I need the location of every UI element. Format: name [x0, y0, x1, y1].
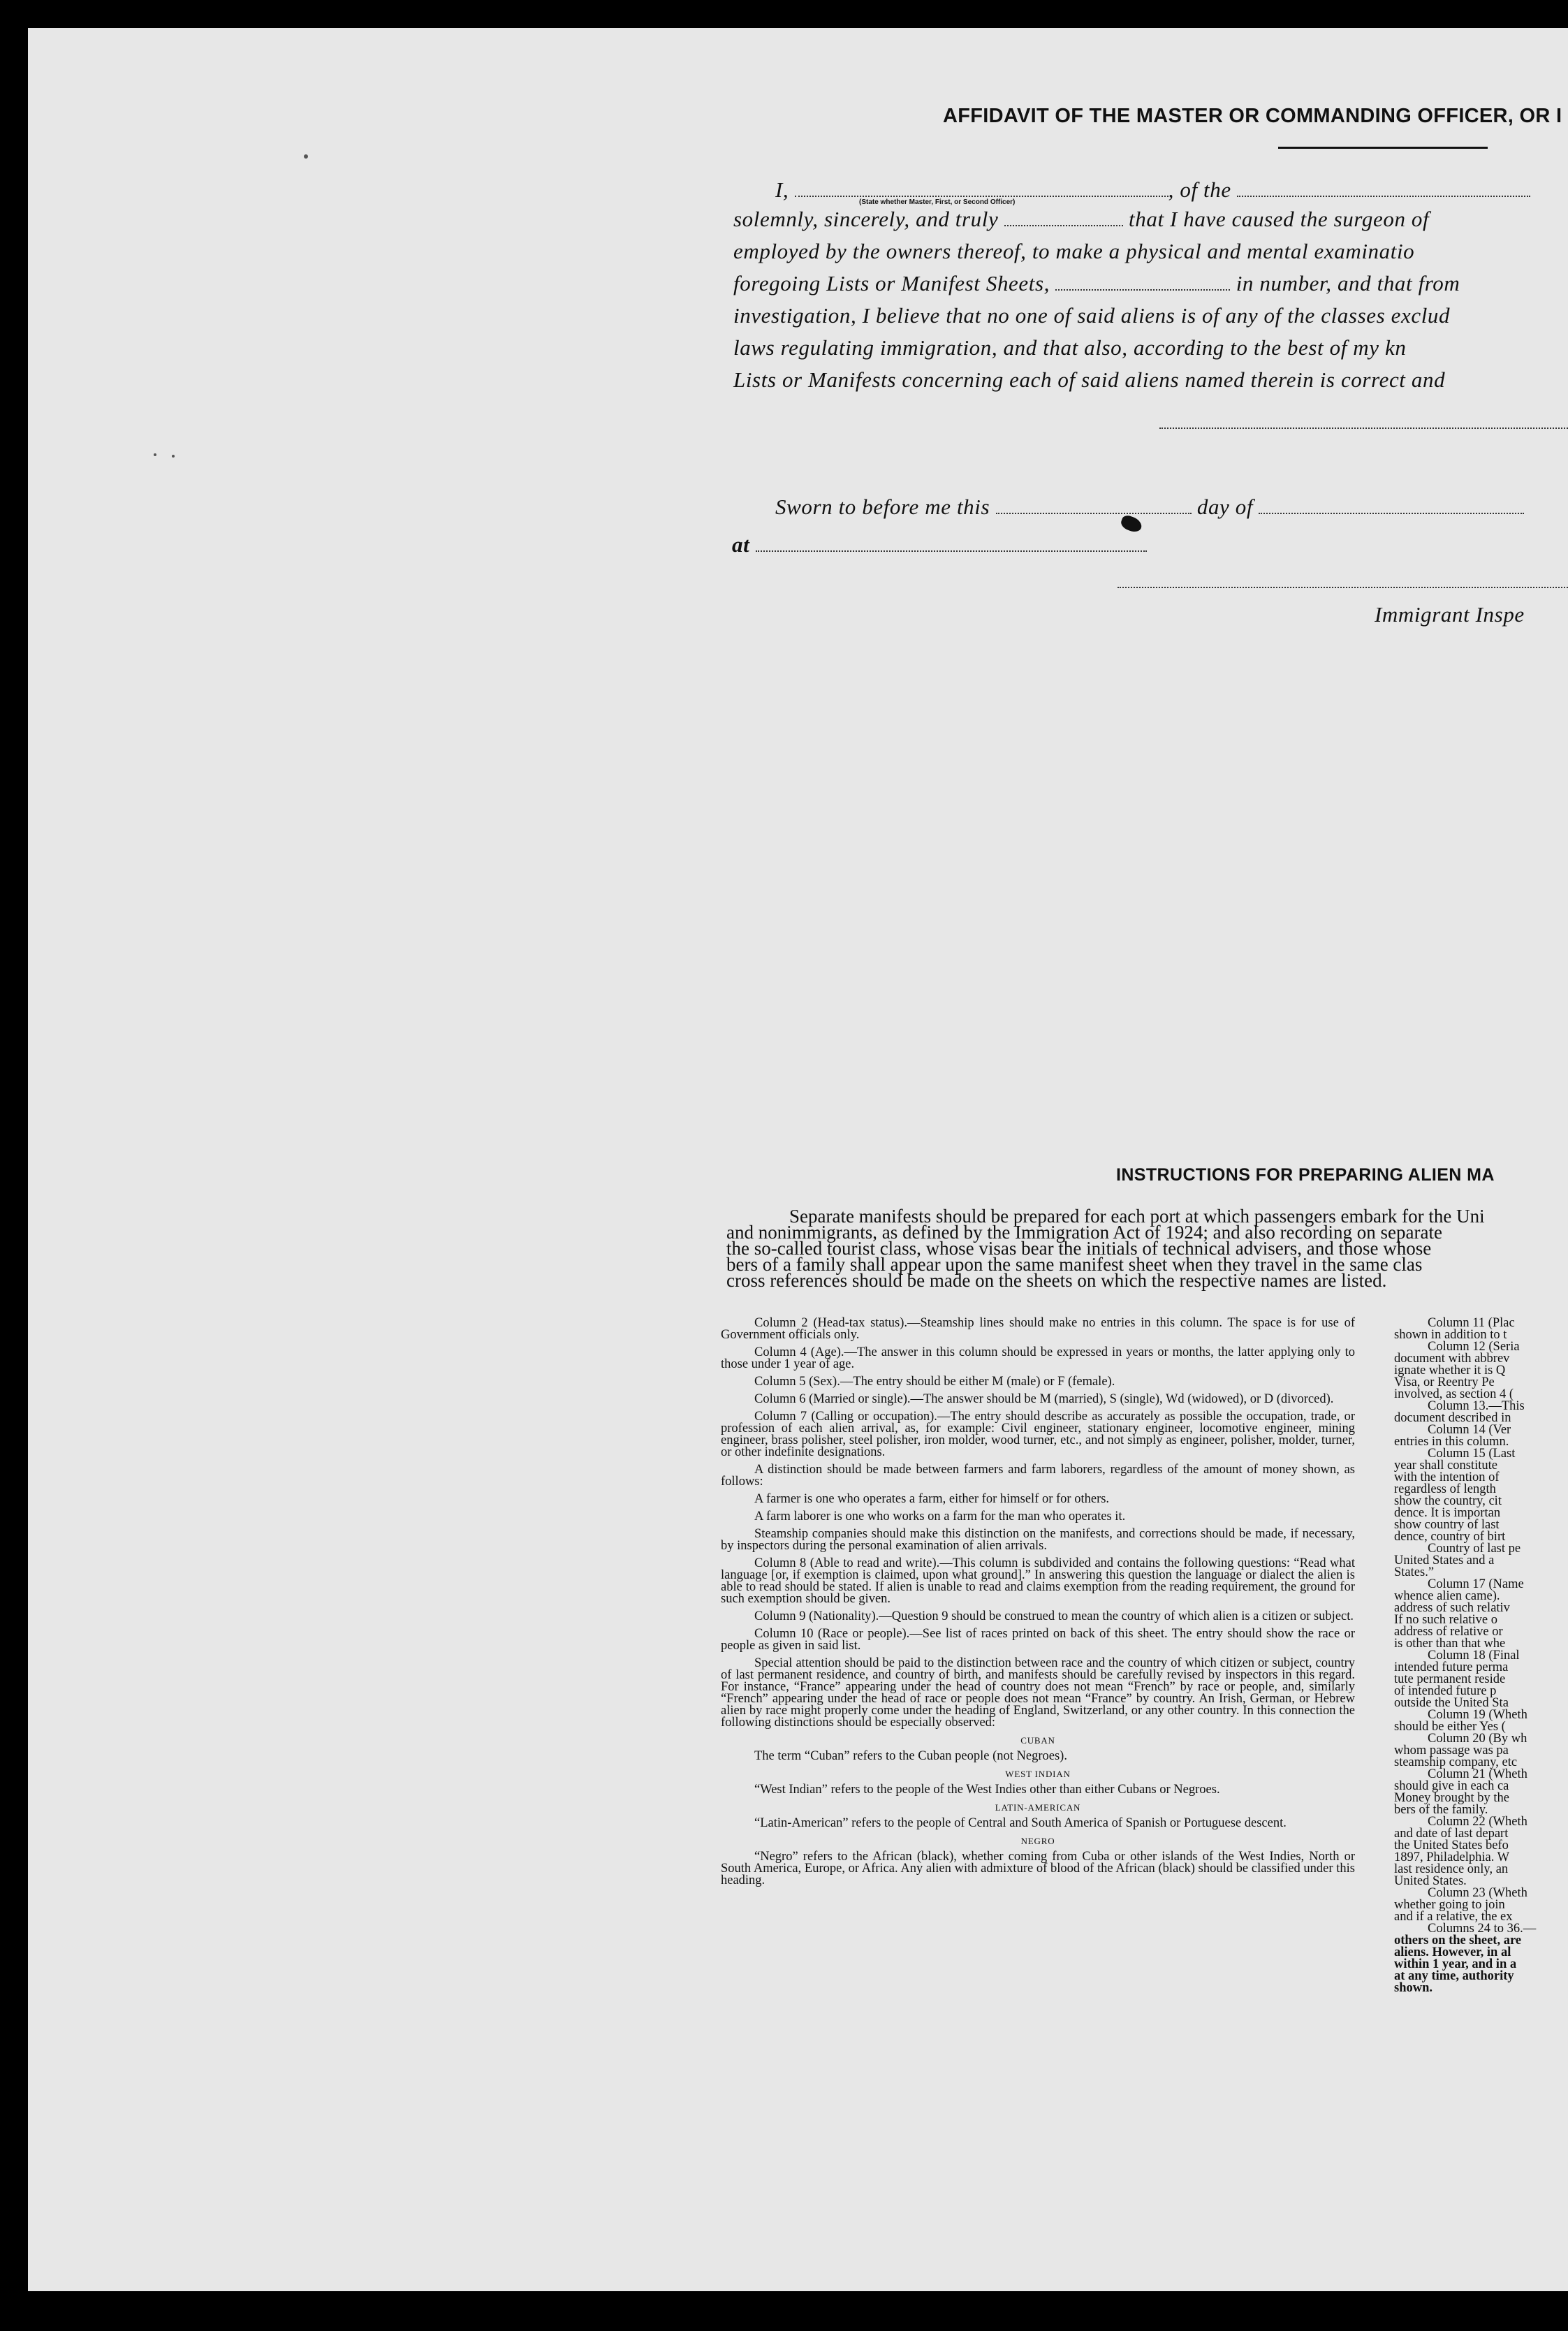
- instruction-line: Column 12 (Seria: [1428, 1340, 1520, 1354]
- instruction-line: Column 19 (Wheth: [1428, 1708, 1527, 1722]
- place-blank[interactable]: [756, 535, 1147, 552]
- affidavit-text: I,: [775, 177, 789, 202]
- instruction-line: document described in: [1394, 1411, 1511, 1425]
- instruction-line: address of relative or: [1394, 1625, 1503, 1639]
- instruction-line: If no such relative o: [1394, 1613, 1497, 1627]
- instruction-line: 1897, Philadelphia. W: [1394, 1850, 1510, 1864]
- instruction-line: Column 17 (Name: [1428, 1577, 1524, 1591]
- affidavit-line-2: [733, 207, 1429, 232]
- instruction-line: Column 20 (By wh: [1428, 1732, 1527, 1746]
- instruction-line: outside the United Sta: [1394, 1696, 1509, 1710]
- instruction-paragraph: A farm laborer is one who works on a farm for the man who operates it.: [754, 1510, 1126, 1523]
- rank-blank[interactable]: [795, 180, 1168, 197]
- at-line: [732, 532, 1147, 557]
- oath-blank[interactable]: [1004, 210, 1123, 226]
- instruction-paragraph: The term “Cuban” refers to the Cuban people (not Negroes).: [754, 1749, 1067, 1763]
- at-label: at: [732, 532, 750, 557]
- instruction-paragraph: A distinction should be made between farmers and farm laborers, regardless of the amount of money shown, as follows:: [721, 1463, 1355, 1489]
- instruction-line: should be either Yes (: [1394, 1720, 1506, 1734]
- instruction-paragraph: “Latin-American” refers to the people of Central and South America of Spanish or Portuguese descent.: [754, 1816, 1287, 1830]
- instruction-line: dence, country of birt: [1394, 1530, 1506, 1544]
- instruction-paragraph: Column 8 (Able to read and write).—This column is subdivided and contains the following questions: “Read what language [or, if exemption is claimed, upon what ground].” In answering this question the language or dialect the alien is able to read should be stated. If alien is unable to read and claims exemption from the reading requirement, the ground for such exemption should be given.: [721, 1556, 1355, 1606]
- instructions-right-column: [1394, 1317, 1568, 1994]
- instruction-line: document with abbrev: [1394, 1352, 1510, 1366]
- month-blank[interactable]: [1259, 497, 1524, 514]
- document-page: [28, 28, 1568, 2291]
- instruction-line: address of such relativ: [1394, 1601, 1510, 1615]
- sworn-text: Sworn to before me this: [775, 495, 990, 519]
- vessel-blank[interactable]: [1237, 180, 1530, 197]
- instruction-line: Column 14 (Ver: [1428, 1423, 1511, 1437]
- instruction-line: show the country, cit: [1394, 1494, 1502, 1508]
- instruction-line: others on the sheet, are: [1394, 1934, 1522, 1948]
- affidavit-text: laws regulating immigration, and that also, according to the best of my kn: [733, 335, 1407, 360]
- instruction-line: Column 11 (Plac: [1428, 1316, 1515, 1330]
- master-signature-line[interactable]: [1159, 428, 1568, 429]
- instruction-paragraph: A farmer is one who operates a farm, either for himself or for others.: [754, 1492, 1110, 1506]
- instruction-line: year shall constitute: [1394, 1459, 1497, 1473]
- day-blank[interactable]: [996, 497, 1192, 514]
- instruction-line: Column 21 (Wheth: [1428, 1767, 1527, 1781]
- instruction-line: involved, as section 4 (: [1394, 1387, 1514, 1401]
- instructions-left-column: [721, 1317, 1355, 1892]
- instruction-line: ignate whether it is Q: [1394, 1364, 1506, 1378]
- affidavit-line-5: [733, 303, 1450, 328]
- instruction-line: intended future perma: [1394, 1660, 1509, 1674]
- instruction-subheading: CUBAN: [1020, 1735, 1055, 1746]
- instruction-paragraph: Column 10 (Race or people).—See list of races printed on back of this sheet. The entry should show the race or people as given in said list.: [721, 1627, 1355, 1653]
- instruction-paragraph: Column 7 (Calling or occupation).—The entry should describe as accurately as possible the occupation, trade, or profession of each alien arrival, as, for example: Civil engineer, stationary engineer, locomotive engineer, mining engineer, brass polisher, steel polisher, iron molder, wood turner, etc., and not simply as engineer, polisher, molder, turner, or other indefinite designations.: [721, 1410, 1355, 1459]
- instruction-line: dence. It is importan: [1394, 1506, 1501, 1520]
- instruction-line: United States and a: [1394, 1554, 1495, 1568]
- instruction-line: within 1 year, and in a: [1394, 1957, 1517, 1971]
- affidavit-text: , of the: [1168, 177, 1231, 202]
- instruction-line: the United States befo: [1394, 1839, 1509, 1853]
- affidavit-text: investigation, I believe that no one of said aliens is of any of the classes exclud: [733, 303, 1451, 328]
- instruction-paragraph: Column 4 (Age).—The answer in this column should be expressed in years or months, the latter applying only to those under 1 year of age.: [721, 1345, 1355, 1371]
- intro-line: cross references should be made on the sheets on which the respective names are listed.: [726, 1270, 1387, 1291]
- rank-note: (State whether Master, First, or Second Officer): [859, 198, 1016, 206]
- instruction-line: Column 15 (Last: [1428, 1447, 1516, 1461]
- affidavit-line-7: [733, 367, 1445, 393]
- affidavit-text: in number, and that from: [1236, 271, 1460, 295]
- instruction-paragraph: “West Indian” refers to the people of the West Indies other than either Cubans or Negroes.: [754, 1783, 1220, 1797]
- affidavit-line-6: [733, 335, 1406, 360]
- intro-line: the so-called tourist class, whose visas bear the initials of technical advisers, and those whose: [726, 1238, 1432, 1259]
- instruction-line: Money brought by the: [1394, 1791, 1509, 1805]
- instruction-line: States.”: [1394, 1565, 1435, 1579]
- instruction-paragraph: Column 9 (Nationality).—Question 9 should be construed to mean the country of which alien is a citizen or subject.: [754, 1609, 1354, 1623]
- instruction-line: regardless of length: [1394, 1482, 1496, 1496]
- sworn-line: [775, 495, 1524, 520]
- instruction-line: Country of last pe: [1428, 1542, 1521, 1556]
- inspector-signature-line[interactable]: [1118, 587, 1568, 588]
- instruction-subheading: NEGRO: [1020, 1836, 1055, 1846]
- affidavit-line-4: [733, 271, 1460, 296]
- instruction-line: shown.: [1394, 1981, 1433, 1995]
- instruction-line: is other than that whe: [1394, 1637, 1506, 1651]
- instruction-paragraph: Column 5 (Sex).—The entry should be either M (male) or F (female).: [754, 1375, 1115, 1389]
- instruction-line: show country of last: [1394, 1518, 1500, 1532]
- instruction-line: United States.: [1394, 1874, 1467, 1888]
- instruction-line: Column 13.—This: [1428, 1399, 1525, 1413]
- instruction-subheading: WEST INDIAN: [1005, 1769, 1071, 1779]
- speck: [172, 455, 175, 458]
- intro-line: bers of a family shall appear upon the same manifest sheet when they travel in the same clas: [726, 1254, 1423, 1275]
- instruction-line: Visa, or Reentry Pe: [1394, 1375, 1495, 1389]
- instruction-line: steamship company, etc: [1394, 1755, 1518, 1769]
- instructions-title: INSTRUCTIONS FOR PREPARING ALIEN MA: [1116, 1165, 1495, 1185]
- instruction-line: at any time, authority: [1394, 1969, 1514, 1983]
- instruction-line: with the intention of: [1394, 1470, 1500, 1484]
- instruction-line: whether going to join: [1394, 1898, 1505, 1912]
- instruction-line: and if a relative, the ex: [1394, 1910, 1513, 1924]
- instruction-subheading: LATIN-AMERICAN: [995, 1802, 1081, 1813]
- instruction-line: Columns 24 to 36.—: [1428, 1922, 1537, 1936]
- instruction-paragraph: “Negro” refers to the African (black), whether coming from Cuba or other islands of the West Indies, North or South America, Europe, or Africa. Any alien with admixture of blood of the African (black) should be classified under this heading.: [721, 1850, 1355, 1887]
- instructions-intro: [726, 1208, 1568, 1289]
- affidavit-text: that I have caused the surgeon of: [1129, 207, 1430, 231]
- affidavit-text: employed by the owners thereof, to make a physical and mental examinatio: [733, 239, 1415, 263]
- instruction-line: tute permanent reside: [1394, 1672, 1506, 1686]
- sheet-count-blank[interactable]: [1055, 274, 1230, 291]
- instruction-line: aliens. However, in al: [1394, 1945, 1511, 1959]
- instruction-line: shown in addition to t: [1394, 1328, 1507, 1342]
- speck: [154, 453, 156, 456]
- instruction-line: entries in this column.: [1394, 1435, 1509, 1449]
- affidavit-text: solemnly, sincerely, and truly: [733, 207, 999, 231]
- intro-line: and nonimmigrants, as defined by the Immigration Act of 1924; and also recording on separate: [726, 1222, 1442, 1243]
- instruction-line: should give in each ca: [1394, 1779, 1509, 1793]
- instruction-line: whom passage was pa: [1394, 1744, 1509, 1758]
- instruction-line: last residence only, an: [1394, 1862, 1509, 1876]
- instruction-line: and date of last depart: [1394, 1827, 1509, 1841]
- heading-rule: [1278, 147, 1488, 149]
- affidavit-text: foregoing Lists or Manifest Sheets,: [733, 271, 1050, 295]
- instruction-paragraph: Steamship companies should make this distinction on the manifests, and corrections should be made, if necessary, by inspectors during the personal examination of alien arrivals.: [721, 1527, 1355, 1553]
- speck: [304, 154, 308, 159]
- instruction-paragraph: Column 2 (Head-tax status).—Steamship lines should make no entries in this column. The space is for use of Government officials only.: [721, 1316, 1355, 1342]
- instruction-paragraph: Column 6 (Married or single).—The answer should be M (married), S (single), Wd (widowed), or D (divorced).: [754, 1392, 1334, 1406]
- instruction-line: whence alien came).: [1394, 1589, 1500, 1603]
- instruction-paragraph: Special attention should be paid to the distinction between race and the country of which citizen or subject, country of last permanent residence, and country of birth, and manifests should be carefully revised by inspectors in this regard. For instance, “France” appearing under the head of country does not mean “French” by race or people, and, similarly “French” appearing under the head of race or people does not mean “France” by country. An Irish, German, or Hebrew alien by race might properly come under the heading of England, Switzerland, or any other country. In this connection the following distinctions should be especially observed:: [721, 1656, 1355, 1730]
- affidavit-text: Lists or Manifests concerning each of said aliens named therein is correct and: [733, 367, 1446, 392]
- affidavit-line-3: [733, 239, 1414, 264]
- instruction-line: Column 22 (Wheth: [1428, 1815, 1527, 1829]
- intro-line: Separate manifests should be prepared for each port at which passengers embark for the Uni: [789, 1206, 1485, 1227]
- sworn-text: day of: [1196, 495, 1254, 519]
- instruction-line: Column 23 (Wheth: [1428, 1886, 1527, 1900]
- instruction-line: Column 18 (Final: [1428, 1649, 1520, 1663]
- instruction-line: of intended future p: [1394, 1684, 1497, 1698]
- inspector-label: Immigrant Inspe: [1375, 602, 1525, 627]
- affidavit-heading: AFFIDAVIT OF THE MASTER OR COMMANDING OFFICER, OR I: [943, 105, 1562, 127]
- instruction-line: bers of the family.: [1394, 1803, 1488, 1817]
